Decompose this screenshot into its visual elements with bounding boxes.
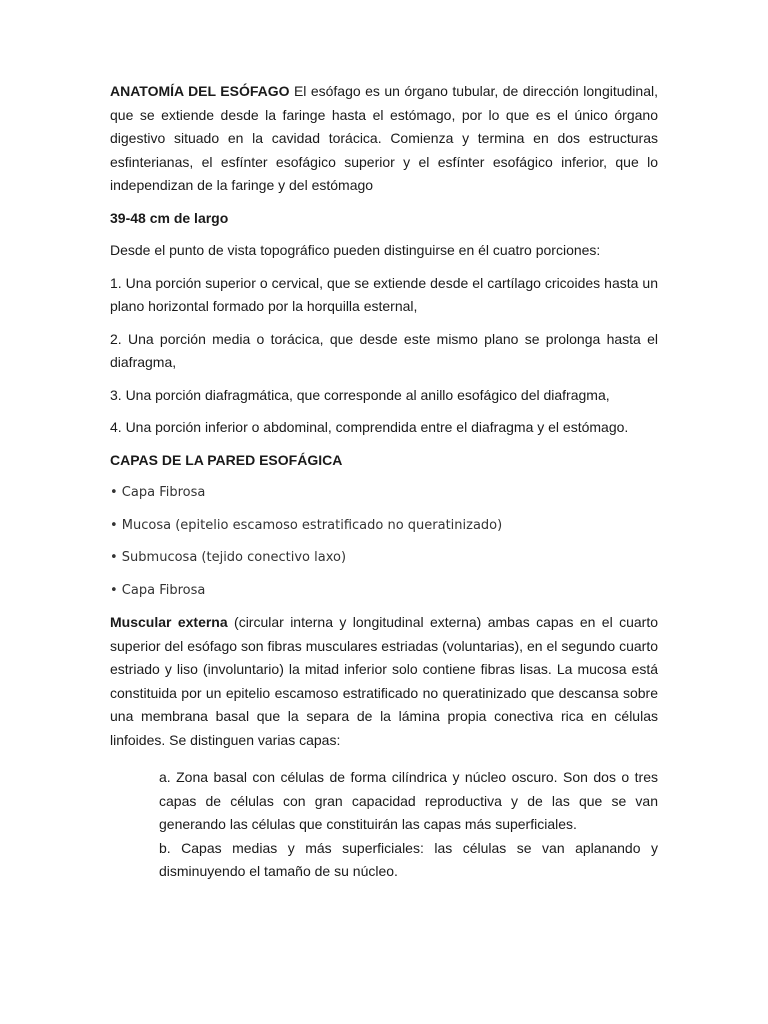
- topographic-paragraph: Desde el punto de vista topográfico pueden distinguirse en él cuatro porciones:: [110, 242, 601, 258]
- portion-item-2: 2. Una porción media o torácica, que desde este mismo plano se prolonga hasta el diafragma,: [110, 330, 658, 370]
- portion-item-4: 4. Una porción inferior o abdominal, comprendida entre el diafragma y el estómago.: [110, 419, 629, 435]
- sublayer-list: [159, 766, 658, 884]
- intro-paragraph: [110, 80, 658, 198]
- muscular-title: Muscular externa: [110, 614, 228, 630]
- esophagus-anatomy-title: ANATOMÍA DEL ESÓFAGO: [110, 83, 290, 99]
- document-body: [110, 80, 658, 884]
- sublayer-item-b: b. Capas medias y más superficiales: las células se van aplanando y disminuyendo el tamaño de su núcleo.: [159, 839, 658, 879]
- layer-item-4: • Capa Fibrosa: [110, 582, 206, 598]
- sublayer-item-a: a. Zona basal con células de forma cilíndrica y núcleo oscuro. Son dos o tres capas de células con gran capacidad reproductiva y de las que se van generando las células que constituirán las capas más superficiales.: [159, 769, 658, 832]
- layers-heading: CAPAS DE LA PARED ESOFÁGICA: [110, 451, 343, 468]
- layer-item-2: • Mucosa (epitelio escamoso estratificado no queratinizado): [110, 517, 503, 533]
- portion-item-3: 3. Una porción diafragmática, que corresponde al anillo esofágico del diafragma,: [110, 386, 610, 403]
- layer-item-3: • Submucosa (tejido conectivo laxo): [110, 550, 347, 565]
- muscular-paragraph: [110, 611, 658, 752]
- intro-text: El esófago es un órgano tubular, de dirección longitudinal, que se extiende desde la faringe hasta el estómago, por lo que es el único órgano digestivo situado en la cavidad torácica. Comienza y termina en dos estructuras esfinterianas, el esfínter esofágico superior y el esfínter esofágico inferior, que lo independizan de la faringe y del estómago: [110, 83, 658, 193]
- portion-item-1: 1. Una porción superior o cervical, que se extiende desde el cartílago cricoides hasta un plano horizontal formado por la horquilla esternal,: [110, 274, 658, 314]
- layer-item-1: • Capa Fibrosa: [110, 485, 206, 500]
- length-heading: 39-48 cm de largo: [110, 209, 229, 226]
- muscular-text: (circular interna y longitudinal externa) ambas capas en el cuarto superior del esófago son fibras musculares estriadas (voluntarias), en el segundo cuarto estriado y liso (involuntario) la mitad inferior solo contiene fibras lisas. La mucosa está constituida por un epitelio escamoso estratificado no queratinizado que descansa sobre una membrana basal que la separa de la lámina propia conectiva rica en células linfoides. Se distinguen varias capas:: [110, 614, 658, 748]
